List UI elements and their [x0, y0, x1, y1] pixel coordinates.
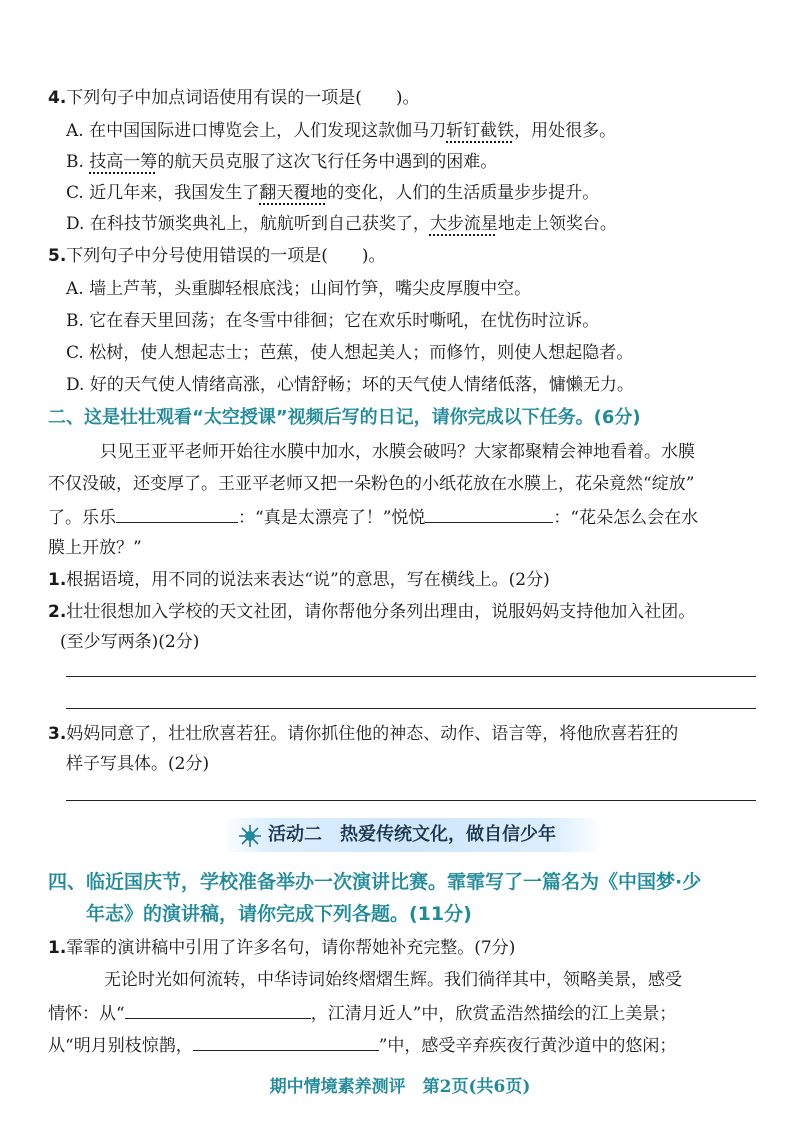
- section-4-title-line-2: 年志》的演讲稿，请你完成下列各题。(11分): [86, 903, 472, 925]
- sec2-question-1: [48, 568, 550, 592]
- q4-d-tail: 地走上领奖台。: [497, 214, 617, 234]
- diary-paragraph-line-4: 膜上开放？”: [48, 538, 142, 558]
- diary-text-tail: ：“花朵怎么会在水: [553, 508, 699, 528]
- q4-option-c: [66, 181, 599, 205]
- diary-paragraph-line-2: 不仅没破，还变厚了。王亚平老师又把一朵粉色的小纸花放在水膜上，花朵竟然“绽放”: [48, 474, 695, 494]
- q5-option-d: D. 好的天气使人情绪高涨，心情舒畅；坏的天气使人情绪低落，慵懒无力。: [66, 375, 634, 395]
- speech-paragraph-line-1: 无论时光如何流转，中华诗词始终熠熠生辉。我们徜徉其中，领略美景，感受: [104, 970, 682, 990]
- sec4-question-1: [48, 936, 515, 960]
- q4-c-tail: 的变化，人们的生活质量步步提升。: [327, 183, 600, 203]
- q4-stem: [48, 86, 420, 110]
- section-2-title: 二、这是壮壮观看“太空授课”视频后写的日记，请你完成以下任务。(6分): [48, 407, 641, 428]
- section-4-title-line-1: 四、临近国庆节，学校准备举办一次演讲比赛。霏霏写了一篇名为《中国梦·少: [48, 871, 702, 893]
- speech-paragraph-line-2: [48, 1000, 676, 1026]
- answer-blank-poem-1[interactable]: [125, 1000, 311, 1019]
- q4-a-dotted: 斩钉截铁: [446, 121, 515, 141]
- sec2-q3-number: 3.: [48, 724, 67, 744]
- q4-c-dotted: 翻天覆地: [259, 183, 328, 203]
- q4-c-text: C. 近几年来，我国发生了: [66, 183, 260, 203]
- answer-blank-yueyue[interactable]: [425, 504, 553, 523]
- q4-b-dotted: 技高一筹: [89, 152, 158, 172]
- q5-option-c: C. 松树，使人想起志士；芭蕉，使人想起美人；而修竹，则使人想起隐者。: [66, 343, 634, 363]
- activity-banner-title: 活动二 热爱传统文化，做自信少年: [268, 824, 556, 845]
- q4-a-text: A. 在中国国际进口博览会上，人们发现这款伽马刀: [66, 121, 447, 141]
- q5-option-b: B. 它在春天里回荡；在冬雪中徘徊；它在欢乐时嘶吼，在忧伤时泣诉。: [66, 311, 600, 331]
- q4-a-tail: ，用处很多。: [514, 121, 617, 141]
- page-footer: 期中情境素养测评 第2页(共6页): [269, 1077, 531, 1097]
- sec4-q1-number: 1.: [48, 938, 67, 958]
- q4-b-tail: 的航天员克服了这次飞行任务中遇到的困难。: [157, 152, 498, 172]
- sec2-question-2-note: (至少写两条)(2分): [60, 632, 200, 652]
- q4-d-text: D. 在科技节颁奖典礼上，航航听到自己获奖了，: [66, 214, 430, 234]
- answer-blank-lele[interactable]: [116, 504, 238, 523]
- sec2-question-3: [48, 722, 678, 746]
- q5-stem: [48, 244, 386, 268]
- sec2-question-3-cont: 样子写具体。(2分): [66, 754, 210, 774]
- q4-b-prefix: B.: [66, 152, 90, 172]
- q5-number: 5.: [48, 246, 67, 266]
- sparkle-icon: [238, 824, 262, 848]
- q4-number: 4.: [48, 88, 67, 108]
- speech-paragraph-line-3: [48, 1032, 676, 1058]
- sec2-q2-text: 壮壮很想加入学校的天文社团，请你帮他分条列出理由，说服妈妈支持他加入社团。: [66, 602, 696, 622]
- sec4-q1-text: 霏霏的演讲稿中引用了许多名句，请你帮她补充完整。(7分): [66, 938, 516, 958]
- answer-line-q2-1[interactable]: [66, 676, 756, 677]
- q4-option-b: [66, 150, 497, 174]
- speech-text-meng: ，江清月近人”中，欣赏孟浩然描绘的江上美景；: [310, 1004, 677, 1024]
- q4-option-d: [66, 212, 617, 236]
- sec2-q2-number: 2.: [48, 602, 67, 622]
- q5-stem-text: 下列句子中分号使用错误的一项是( )。: [66, 246, 386, 266]
- speech-text-mingyue: 从“明月别枝惊鹊，: [48, 1036, 193, 1056]
- sec2-question-2: [48, 600, 695, 624]
- speech-text-xin: ”中，感受辛弃疾夜行黄沙道中的悠闲；: [378, 1036, 677, 1056]
- answer-line-q2-2[interactable]: [66, 708, 756, 709]
- q4-option-a: [66, 119, 616, 143]
- q4-d-dotted: 大步流星: [429, 214, 498, 234]
- q4-stem-text: 下列句子中加点词语使用有误的一项是( )。: [66, 88, 420, 108]
- sec2-q3-text: 妈妈同意了，壮壮欣喜若狂。请你抓住他的神态、动作、语言等，将他欣喜若狂的: [66, 724, 679, 744]
- speech-text-from: 情怀：从“: [48, 1004, 125, 1024]
- sec2-q1-number: 1.: [48, 570, 67, 590]
- sec2-q1-text: 根据语境，用不同的说法来表达“说”的意思，写在横线上。(2分): [66, 570, 550, 590]
- diary-text-yueyue: ：“真是太漂亮了！”悦悦: [238, 508, 426, 528]
- answer-blank-poem-2[interactable]: [193, 1032, 379, 1051]
- diary-text-lele: 了。乐乐: [48, 508, 116, 528]
- diary-paragraph-line-1: 只见王亚平老师开始往水膜中加水，水膜会破吗？大家都聚精会神地看着。水膜: [100, 442, 695, 462]
- answer-line-q3[interactable]: [66, 800, 756, 801]
- diary-paragraph-line-3: [48, 504, 698, 530]
- q5-option-a: A. 墙上芦苇，头重脚轻根底浅；山间竹笋，嘴尖皮厚腹中空。: [66, 279, 532, 299]
